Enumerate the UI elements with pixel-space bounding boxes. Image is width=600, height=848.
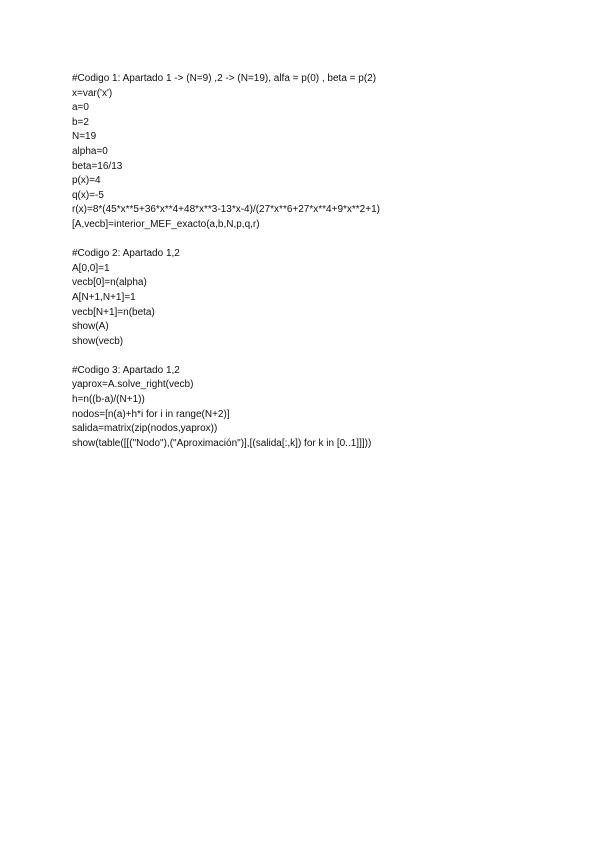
code-line: salida=matrix(zip(nodos,yaprox)) [72,423,218,435]
code-line: [A,vecb]=interior_MEF_exacto(a,b,N,p,q,r) [72,218,260,230]
code-listing [72,72,572,451]
code-line: A[0,0]=1 [72,262,110,274]
block-separator [72,233,572,248]
code-line: r(x)=8*(45*x**5+36*x**4+48*x**3-13*x-4)/(27*x**6+27*x**4+9*x**2+1) [72,204,380,216]
code-line: nodos=[n(a)+h*i for i in range(N+2)] [72,408,230,420]
code-line: alpha=0 [72,145,108,157]
code-line: h=n((b-a)/(N+1)) [72,394,145,406]
code-line: q(x)=-5 [72,189,104,201]
code-comment: #Codigo 1: Apartado 1 -> (N=9) ,2 -> (N=19), alfa = p(0) , beta = p(2) [72,73,377,84]
code-comment: #Codigo 3: Apartado 1,2 [72,364,180,376]
code-line: vecb[N+1]=n(beta) [72,306,155,318]
code-line: show(vecb) [72,335,124,347]
code-line: N=19 [72,131,97,143]
code-line: a=0 [72,102,89,114]
code-line: p(x)=4 [72,175,101,187]
code-line: yaprox=A.solve_right(vecb) [72,379,194,391]
code-line: show(table([[("Nodo"),("Aproximación")],[(salida[:,k]) for k in [0..1]]])) [72,437,372,449]
code-line: vecb[0]=n(alpha) [72,277,147,289]
code-line: show(A) [72,321,109,333]
code-comment: #Codigo 2: Apartado 1,2 [72,248,180,260]
code-line: x=var('x') [72,87,113,99]
code-line: b=2 [72,116,89,128]
code-line: beta=16/13 [72,160,123,172]
block-separator [72,349,572,364]
code-line: A[N+1,N+1]=1 [72,291,136,303]
